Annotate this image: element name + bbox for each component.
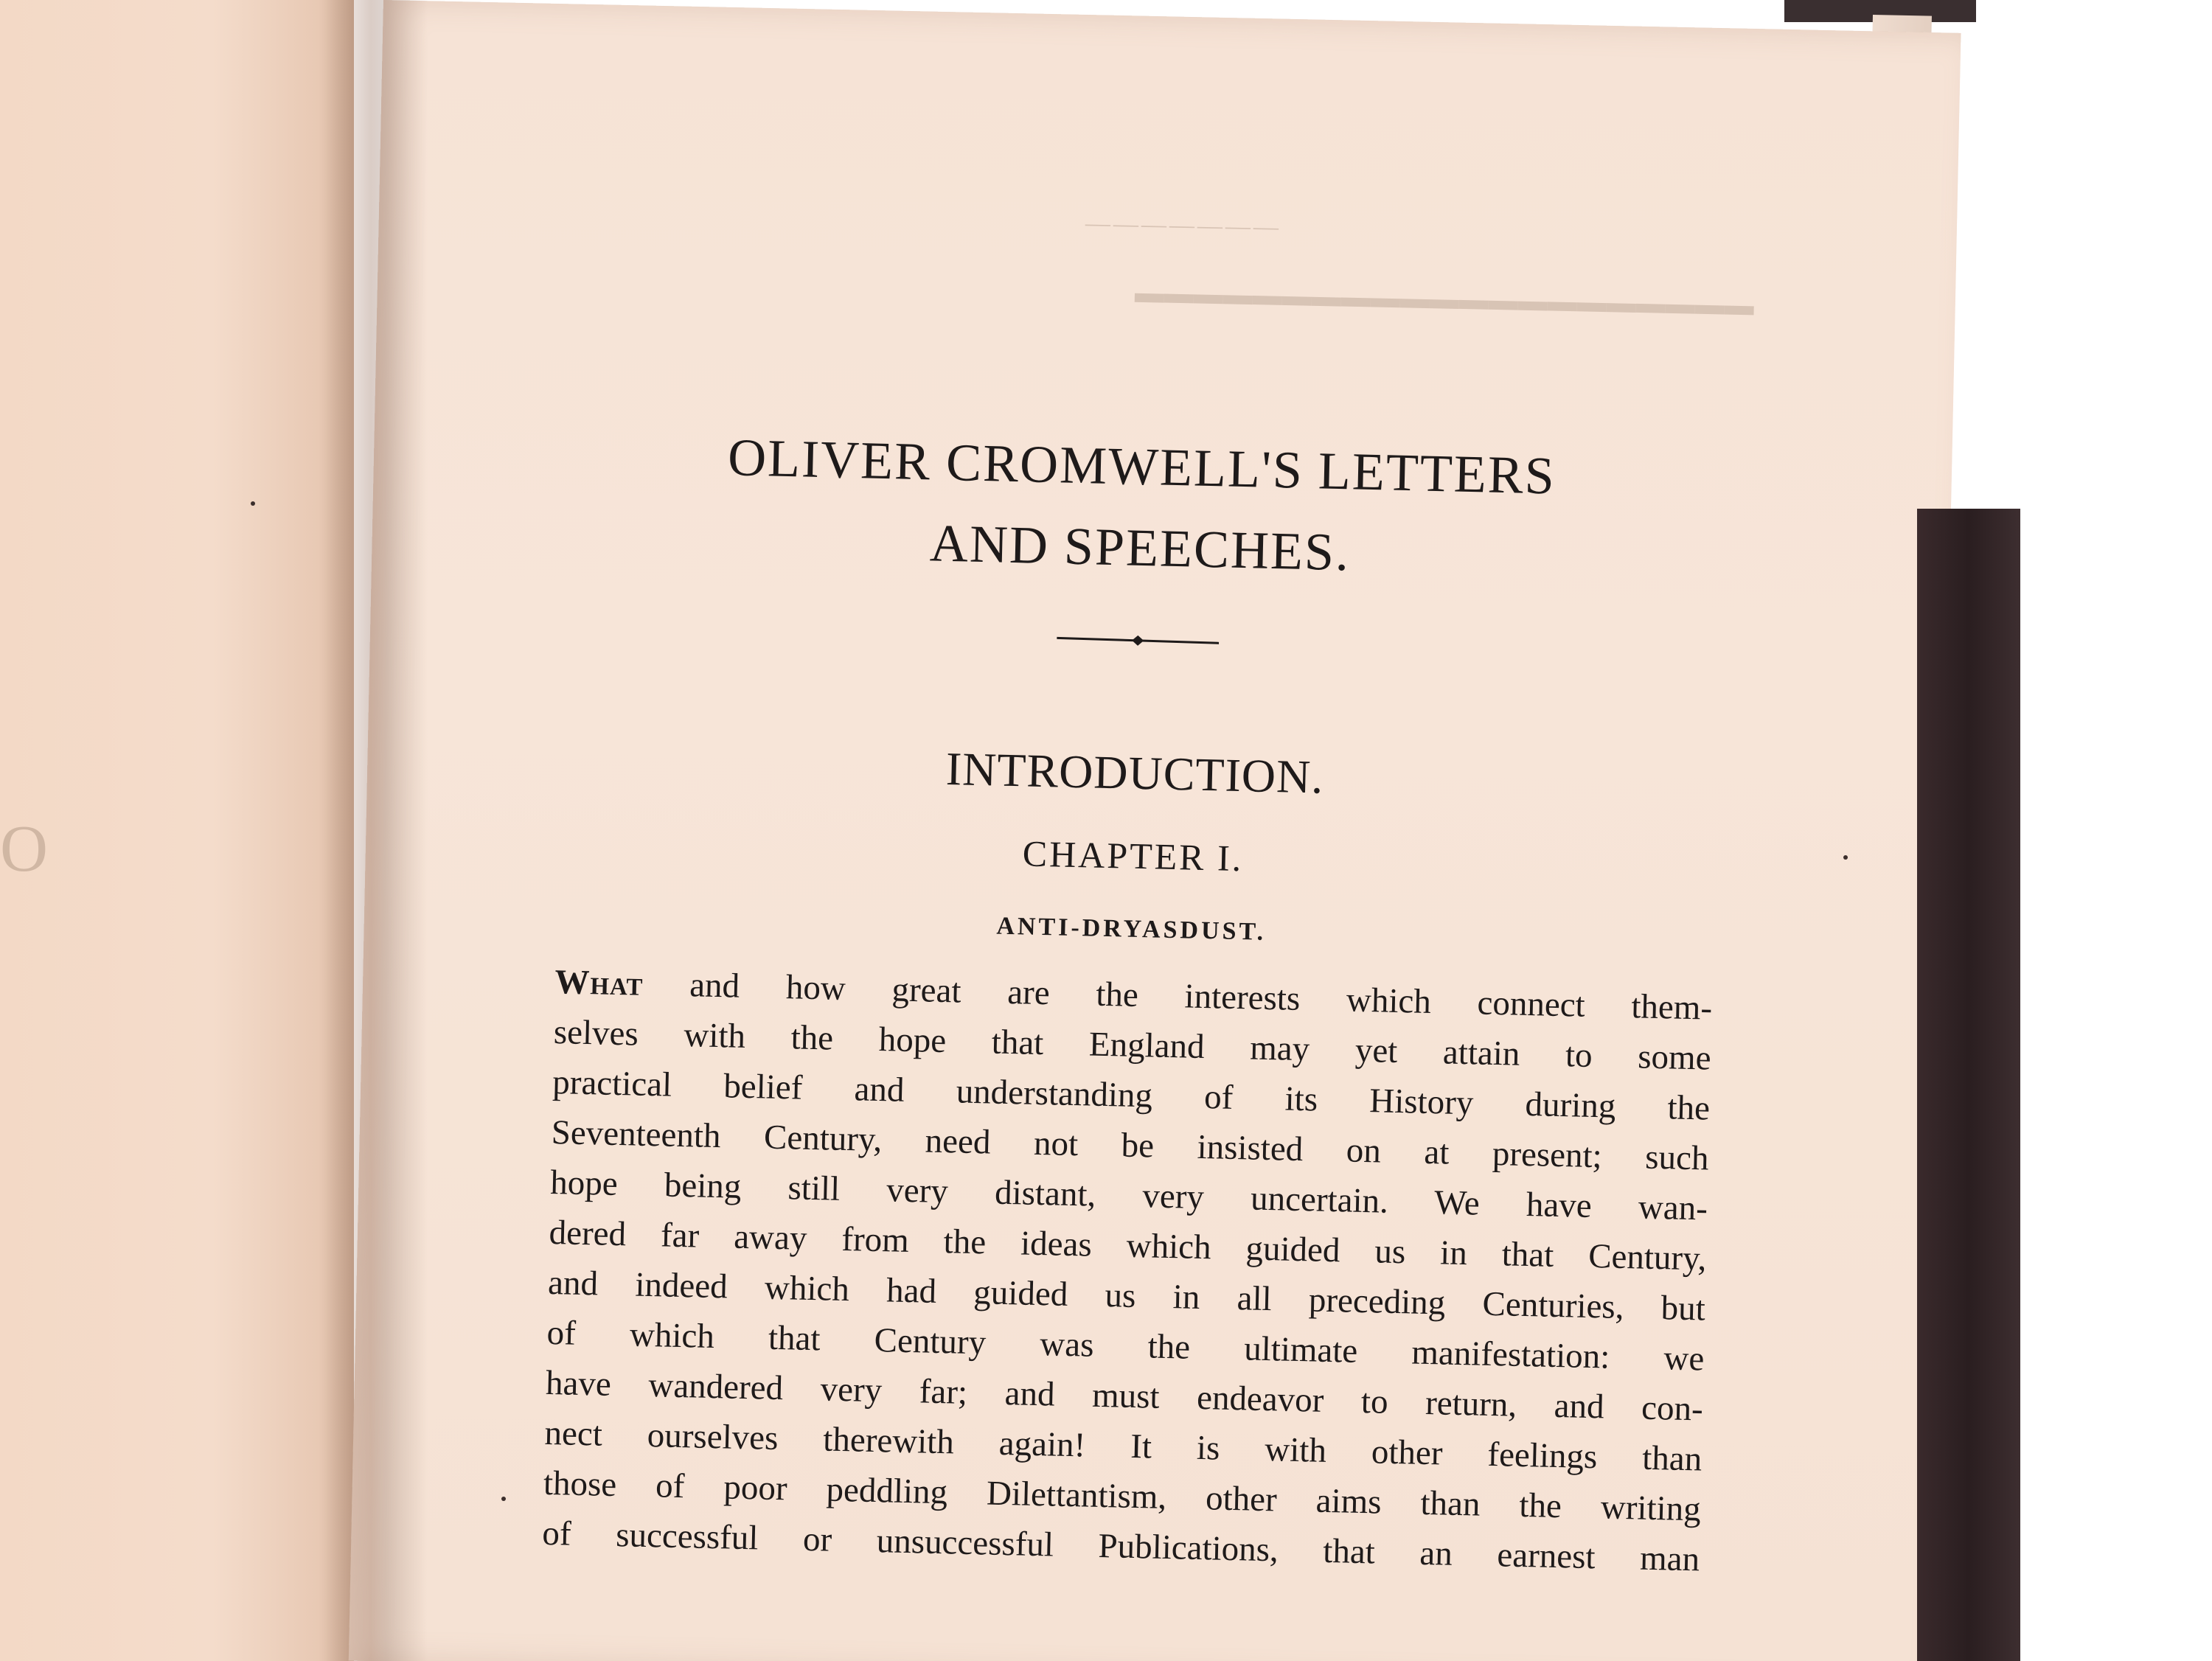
body-paragraph [535, 957, 1713, 1585]
book-title-line-1: OLIVER CROMWELL'S LETTERS [727, 428, 1557, 506]
page-speck [1843, 855, 1848, 860]
gutter-shadow [324, 0, 428, 1661]
lead-word: What [554, 963, 644, 1003]
body-line: dered far away from the ideas which guided us in that Century, [549, 1213, 1707, 1278]
body-line: nect ourselves therewith again! It is with other feelings than [544, 1413, 1703, 1479]
body-line: and indeed which had guided us in all preceding Centuries, but [547, 1263, 1706, 1329]
body-line: selves with the hope that England may yet attain to some [553, 1013, 1712, 1078]
body-line: Seventeenth Century, need not be insisted on at present; such [551, 1112, 1710, 1178]
left-page-bleed-glyph: O [0, 812, 48, 885]
body-line: those of poor peddling Dilettantism, other aims than the writing [543, 1463, 1702, 1529]
book-title [557, 413, 1725, 602]
chapter-subheading: ANTI-DRYASDUST. [996, 912, 1267, 946]
left-page [0, 0, 354, 1661]
page-speck [251, 501, 255, 506]
body-line: of successful or unsuccessful Publications, that an earnest man [541, 1514, 1700, 1579]
ornamental-rule [1057, 630, 1219, 652]
section-heading: INTRODUCTION. [945, 742, 1325, 804]
book-cover-edge [1917, 509, 2020, 1661]
show-through-text: ——————— ▬▬▬▬▬▬▬▬▬▬▬▬▬▬▬▬▬▬▬▬▬ [1082, 209, 1755, 322]
body-line: hope being still very distant, very uncertain. We have wan- [549, 1163, 1708, 1228]
chapter-heading: CHAPTER I. [1022, 832, 1244, 880]
printed-page-content [535, 413, 1725, 1584]
body-line-text: and how great are the interests which connect them- [642, 964, 1713, 1028]
body-line: of which that Century was the ultimate manifestation: we [546, 1313, 1705, 1379]
body-line: practical belief and understanding of its History during the [552, 1062, 1711, 1128]
body-line: have wandered very far; and must endeavor to return, and con- [545, 1363, 1704, 1429]
page-speck [501, 1497, 506, 1501]
book-title-line-2: AND SPEECHES. [929, 513, 1351, 582]
